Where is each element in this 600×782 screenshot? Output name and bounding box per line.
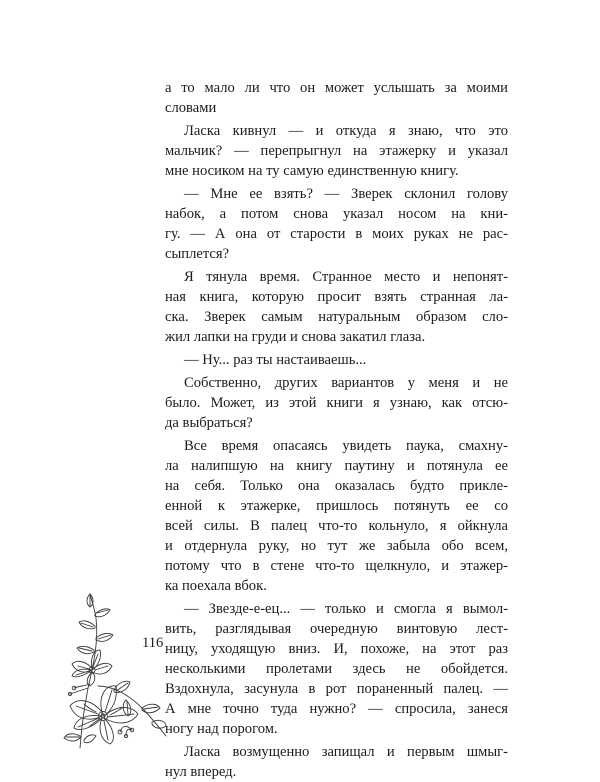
text-line: Ласка кивнул — и откуда я знаю, что это <box>184 123 508 139</box>
text-line: мальчик? — перепрыгнул на этажерку и указал <box>165 143 508 159</box>
text-line: — Звезде-е-ец... — только и смогла я вымол- <box>184 601 508 617</box>
text-line: на себя. Только она оказалась будто прикле- <box>165 478 508 494</box>
text-line: ска. Зверек самым натуральным образом сло- <box>165 309 508 325</box>
text-line: мне носиком на ту самую единственную книгу. <box>165 163 459 179</box>
text-line: Вздохнула, засунула в рот пораненный палец. — <box>165 681 508 697</box>
text-line: — Мне ее взять? — Зверек склонил голову <box>184 186 508 202</box>
text-line: а то мало ли что он может услышать за моими <box>165 80 508 96</box>
text-line: да выбраться? <box>165 415 253 431</box>
text-line: Собственно, других вариантов у меня и не <box>184 375 508 391</box>
text-line: Все время опасаясь увидеть паука, смахну- <box>184 438 508 454</box>
text-line: набок, а потом снова указал носом на кни- <box>165 206 508 222</box>
text-line: ногу над порогом. <box>165 721 278 737</box>
text-line: енной к этажерке, пришлось потянуть ее со <box>165 498 508 514</box>
text-line: ницу, уходящую вниз. И, похоже, на этот раз <box>165 641 508 657</box>
text-line: — Ну... раз ты настаиваешь... <box>184 352 367 368</box>
text-line: ка поехала вбок. <box>165 578 267 594</box>
text-line: сыплется? <box>165 246 230 262</box>
page-number: 116 <box>142 635 164 651</box>
text-line: Я тянула время. Странное место и непонят- <box>184 269 508 285</box>
text-line: Ласка возмущенно запищал и первым шмыг- <box>184 744 508 760</box>
text-line: несколькими пролетами здесь не обойдется. <box>165 661 508 677</box>
text-line: и отдернула руку, но тут же забыла обо всем, <box>165 538 508 554</box>
text-line: всей силы. В палец что-то кольнуло, я ойкнула <box>165 518 508 534</box>
text-line: гу. — А она от старости в моих руках не рас- <box>165 226 508 242</box>
floral-ornament-icon <box>62 590 172 750</box>
text-line: жил лапки на груди и снова закатил глаза. <box>165 329 426 345</box>
text-line: было. Может, из этой книги я узнаю, как отсю- <box>165 395 508 411</box>
text-line: словами <box>165 100 217 116</box>
text-line: А мне точно туда нужно? — спросила, занеся <box>165 701 508 717</box>
text-line: ная книга, которую просит взять странная ла- <box>165 289 508 305</box>
text-line: потому что в стене что-то щелкнуло, и этажер- <box>165 558 508 574</box>
text-line: вить, разглядывая очередную винтовую лест- <box>165 621 508 637</box>
text-line: нул вперед. <box>165 764 237 780</box>
text-line: ла налипшую на книгу паутину и потянула ее <box>165 458 508 474</box>
